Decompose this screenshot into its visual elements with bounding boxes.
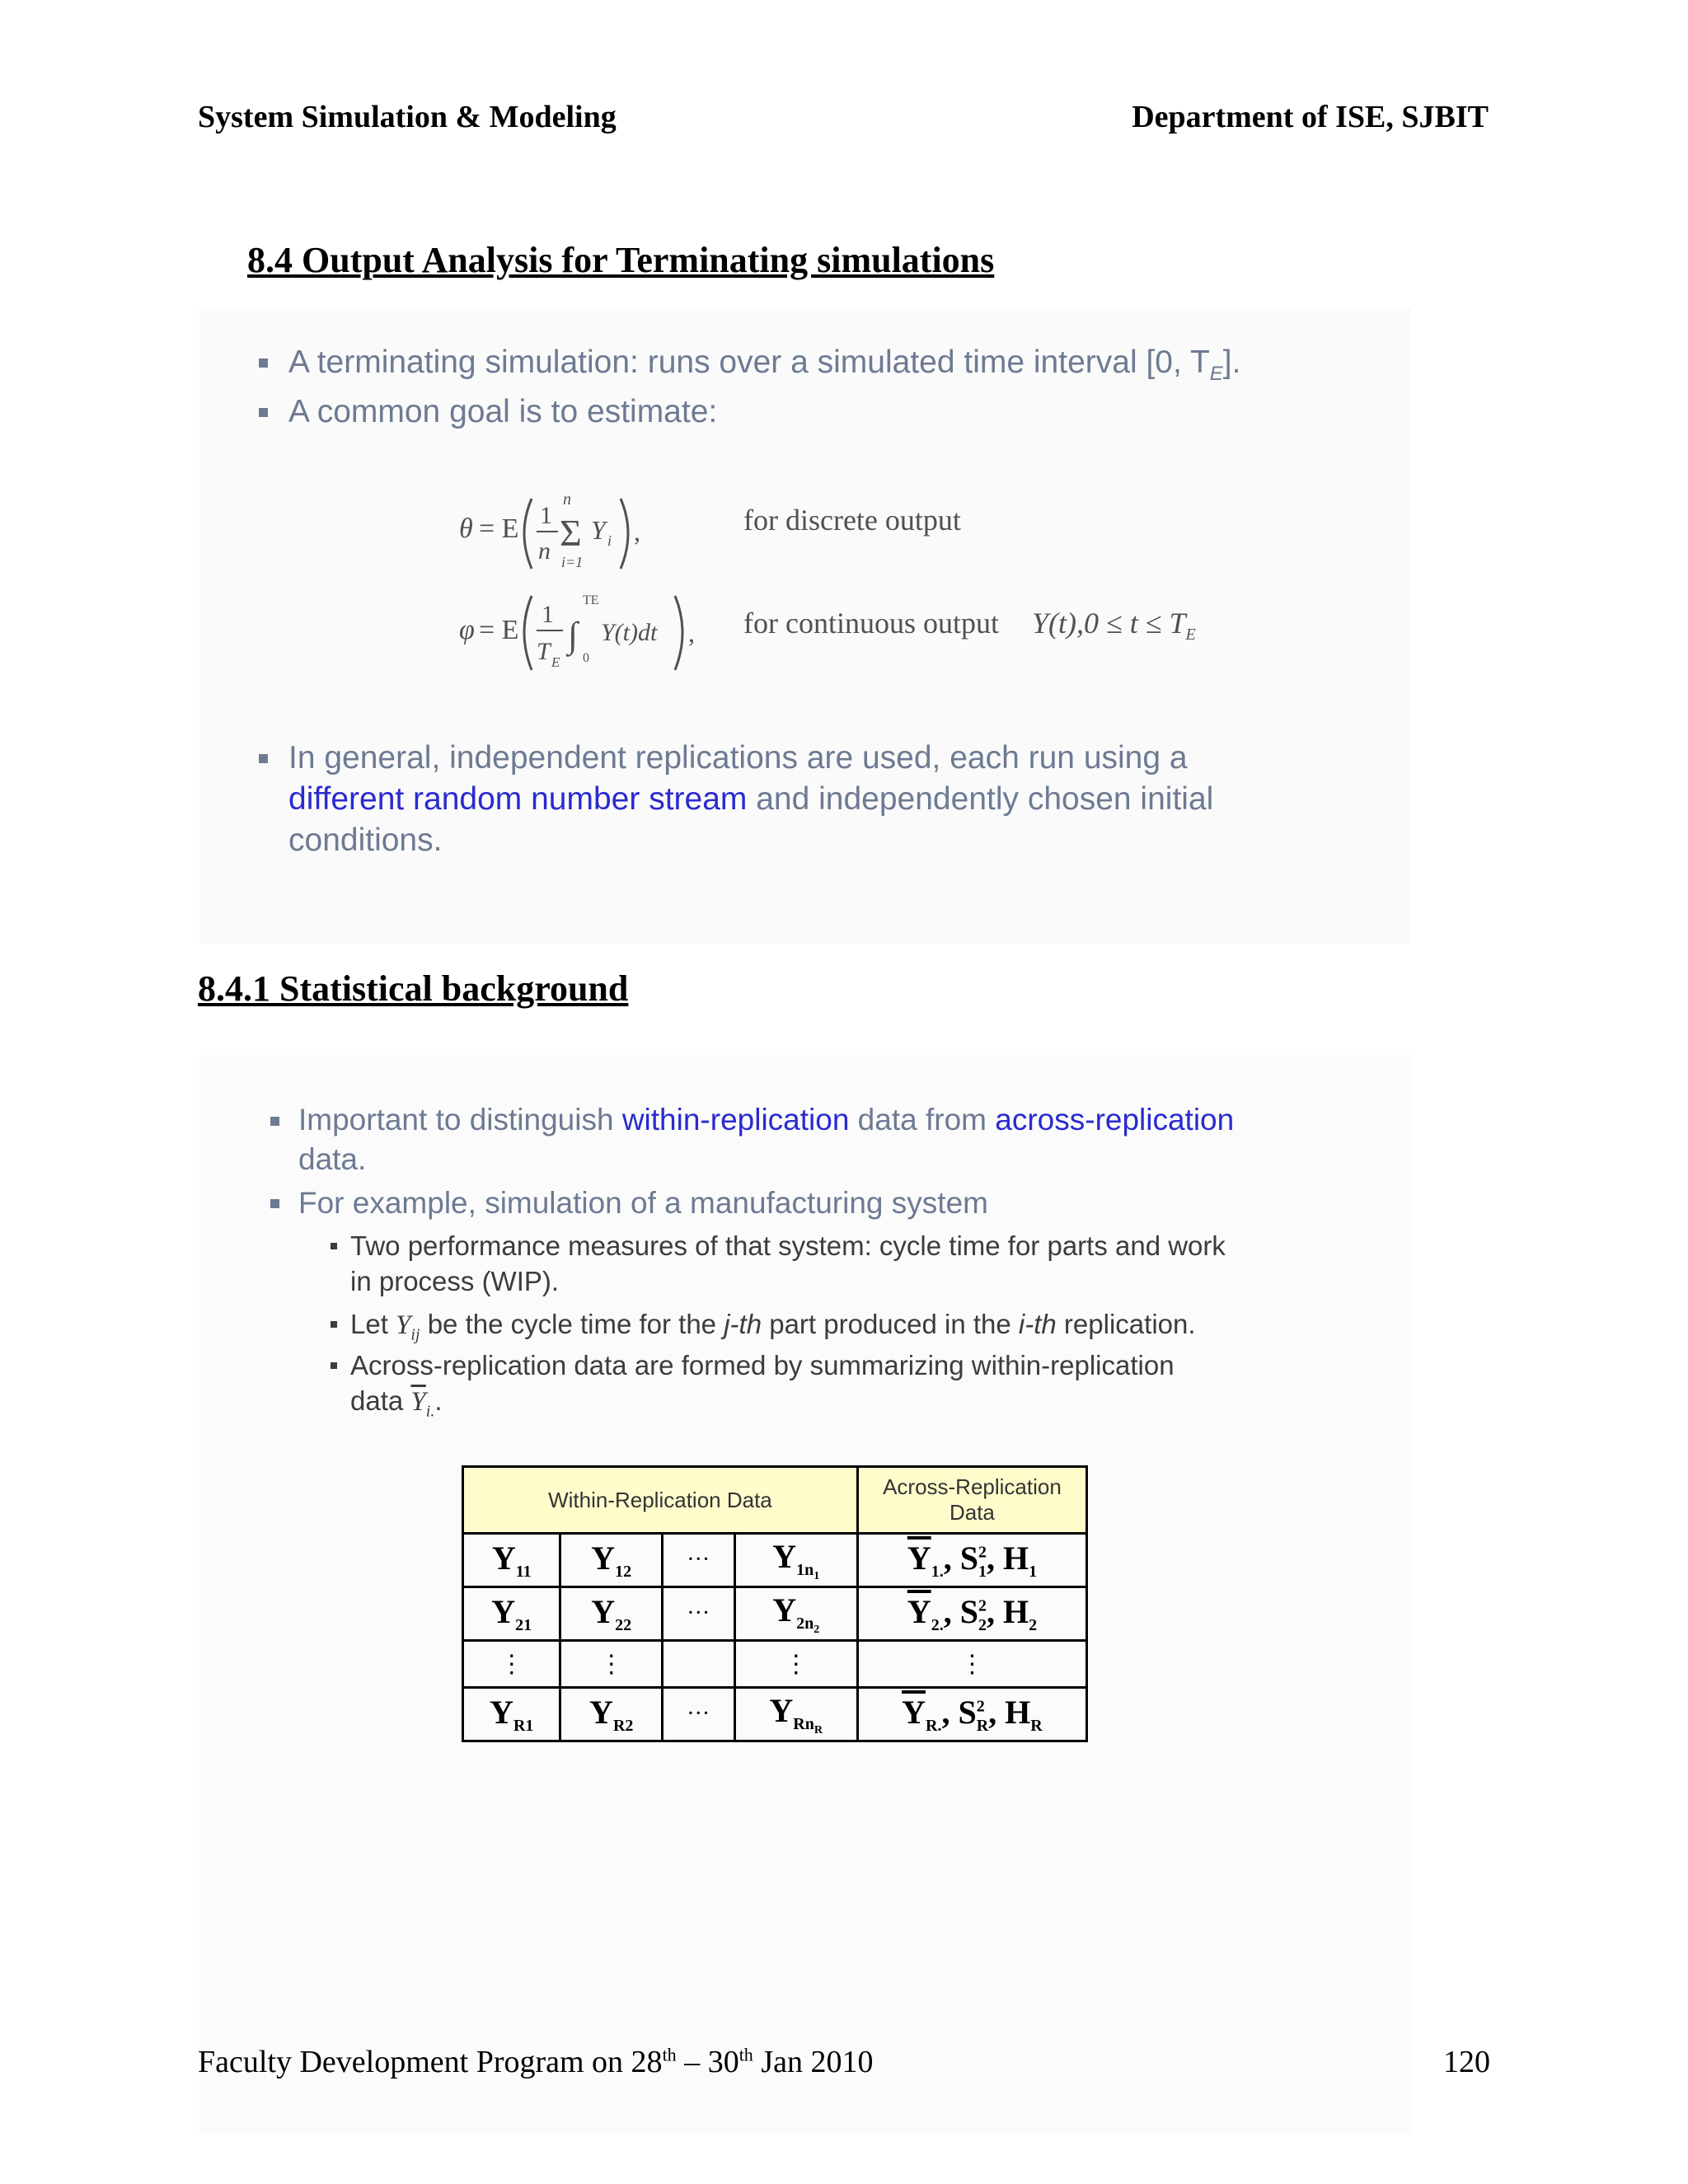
svg-text:= E: = E xyxy=(479,615,519,645)
page-number: 120 xyxy=(1443,2045,1490,2079)
table-row: $Y_{11}$ $Y_{12}$ ··· $Y_{1n_1}$ $\overline{Y}_{1.}$, $S^2_1$, $H_1$ xyxy=(463,1534,1087,1587)
equation-theta xyxy=(459,486,731,584)
phi-formula xyxy=(459,581,756,680)
svg-text:1: 1 xyxy=(540,502,552,529)
svg-text:θ: θ xyxy=(459,513,473,544)
svg-text:,: , xyxy=(634,517,640,546)
slide-statistical-background xyxy=(199,1055,1411,2135)
svg-text:TE: TE xyxy=(583,593,599,607)
equation-2-condition: $Y(t),0 \le t \le T_E$ xyxy=(1032,607,1196,644)
sub-bullet-let-yij: Let $Y_{ij}$ be the cycle time for the j-th part produced in the i-th replication. xyxy=(350,1306,1196,1353)
running-header-left: System Simulation & Modeling xyxy=(198,100,617,134)
equation-1-label: for discrete output xyxy=(743,504,961,537)
svg-text:,: , xyxy=(688,618,695,648)
table-row: $Y_{R1}$ $Y_{R2}$ ··· $Y_{Rn_R}$ $\overline{Y}_{R.}$, $S^2_R$, $H_R$ xyxy=(463,1688,1087,1741)
equation-phi xyxy=(459,581,756,687)
sub-bullet-performance-measures: Two performance measures of that system: cycle time for parts and work in process (WIP). xyxy=(350,1228,1381,1299)
bullet-common-goal: A common goal is to estimate: xyxy=(288,391,717,433)
bullet-independent-replications: In general, independent replications are used, each run using a different random number stream and independently chosen initial conditions. xyxy=(288,738,1360,861)
svg-text:i=1: i=1 xyxy=(561,554,584,570)
section-8-4-1-title: 8.4.1 Statistical background xyxy=(198,968,629,1009)
table-row: $Y_{21}$ $Y_{22}$ ··· $Y_{2n_2}$ $\overline{Y}_{2.}$, $S^2_2$, $H_2$ xyxy=(463,1587,1087,1641)
svg-text:Y(t)dt: Y(t)dt xyxy=(601,619,658,646)
svg-text:Σ: Σ xyxy=(560,512,582,554)
slide-terminating-simulation xyxy=(199,309,1411,944)
svg-text:= E: = E xyxy=(479,513,519,544)
bullet-distinguish-data: Important to distinguish within-replication data from across-replication data. xyxy=(298,1100,1370,1179)
header-across-replication: Across-Replication Data xyxy=(857,1467,1086,1534)
theta-formula xyxy=(459,486,731,577)
svg-text:Y: Y xyxy=(591,515,606,545)
svg-text:1: 1 xyxy=(542,601,554,628)
svg-text:φ: φ xyxy=(459,615,475,645)
bullet-example-manufacturing: For example, simulation of a manufacturing system xyxy=(298,1183,988,1224)
replication-data-table xyxy=(462,1465,1088,1742)
equation-2-label: for continuous output xyxy=(743,607,999,640)
sub-bullet-across-replication: Across-replication data are formed by summarizing within-replication data $\overline{Y}_{i.}$. xyxy=(350,1347,1381,1430)
section-8-4-title: 8.4 Output Analysis for Terminating simulations xyxy=(247,240,995,280)
svg-text:T: T xyxy=(537,638,551,665)
running-header-right: Department of ISE, SJBIT xyxy=(1132,100,1489,134)
svg-text:i: i xyxy=(607,532,612,549)
svg-text:n: n xyxy=(538,537,551,565)
footer-program: Faculty Development Program on 28th – 30th Jan 2010 xyxy=(198,2044,874,2079)
bullet-terminating: A terminating simulation: runs over a simulated time interval [0, $T_E$]. xyxy=(288,342,1240,395)
svg-text:n: n xyxy=(563,490,571,509)
svg-text:E: E xyxy=(551,654,560,670)
header-within-replication: Within-Replication Data xyxy=(463,1467,858,1534)
table-row: ⋮ ⋮ ⋮ ⋮ xyxy=(463,1641,1087,1688)
svg-text:0: 0 xyxy=(583,651,589,665)
svg-text:∫: ∫ xyxy=(568,615,579,655)
